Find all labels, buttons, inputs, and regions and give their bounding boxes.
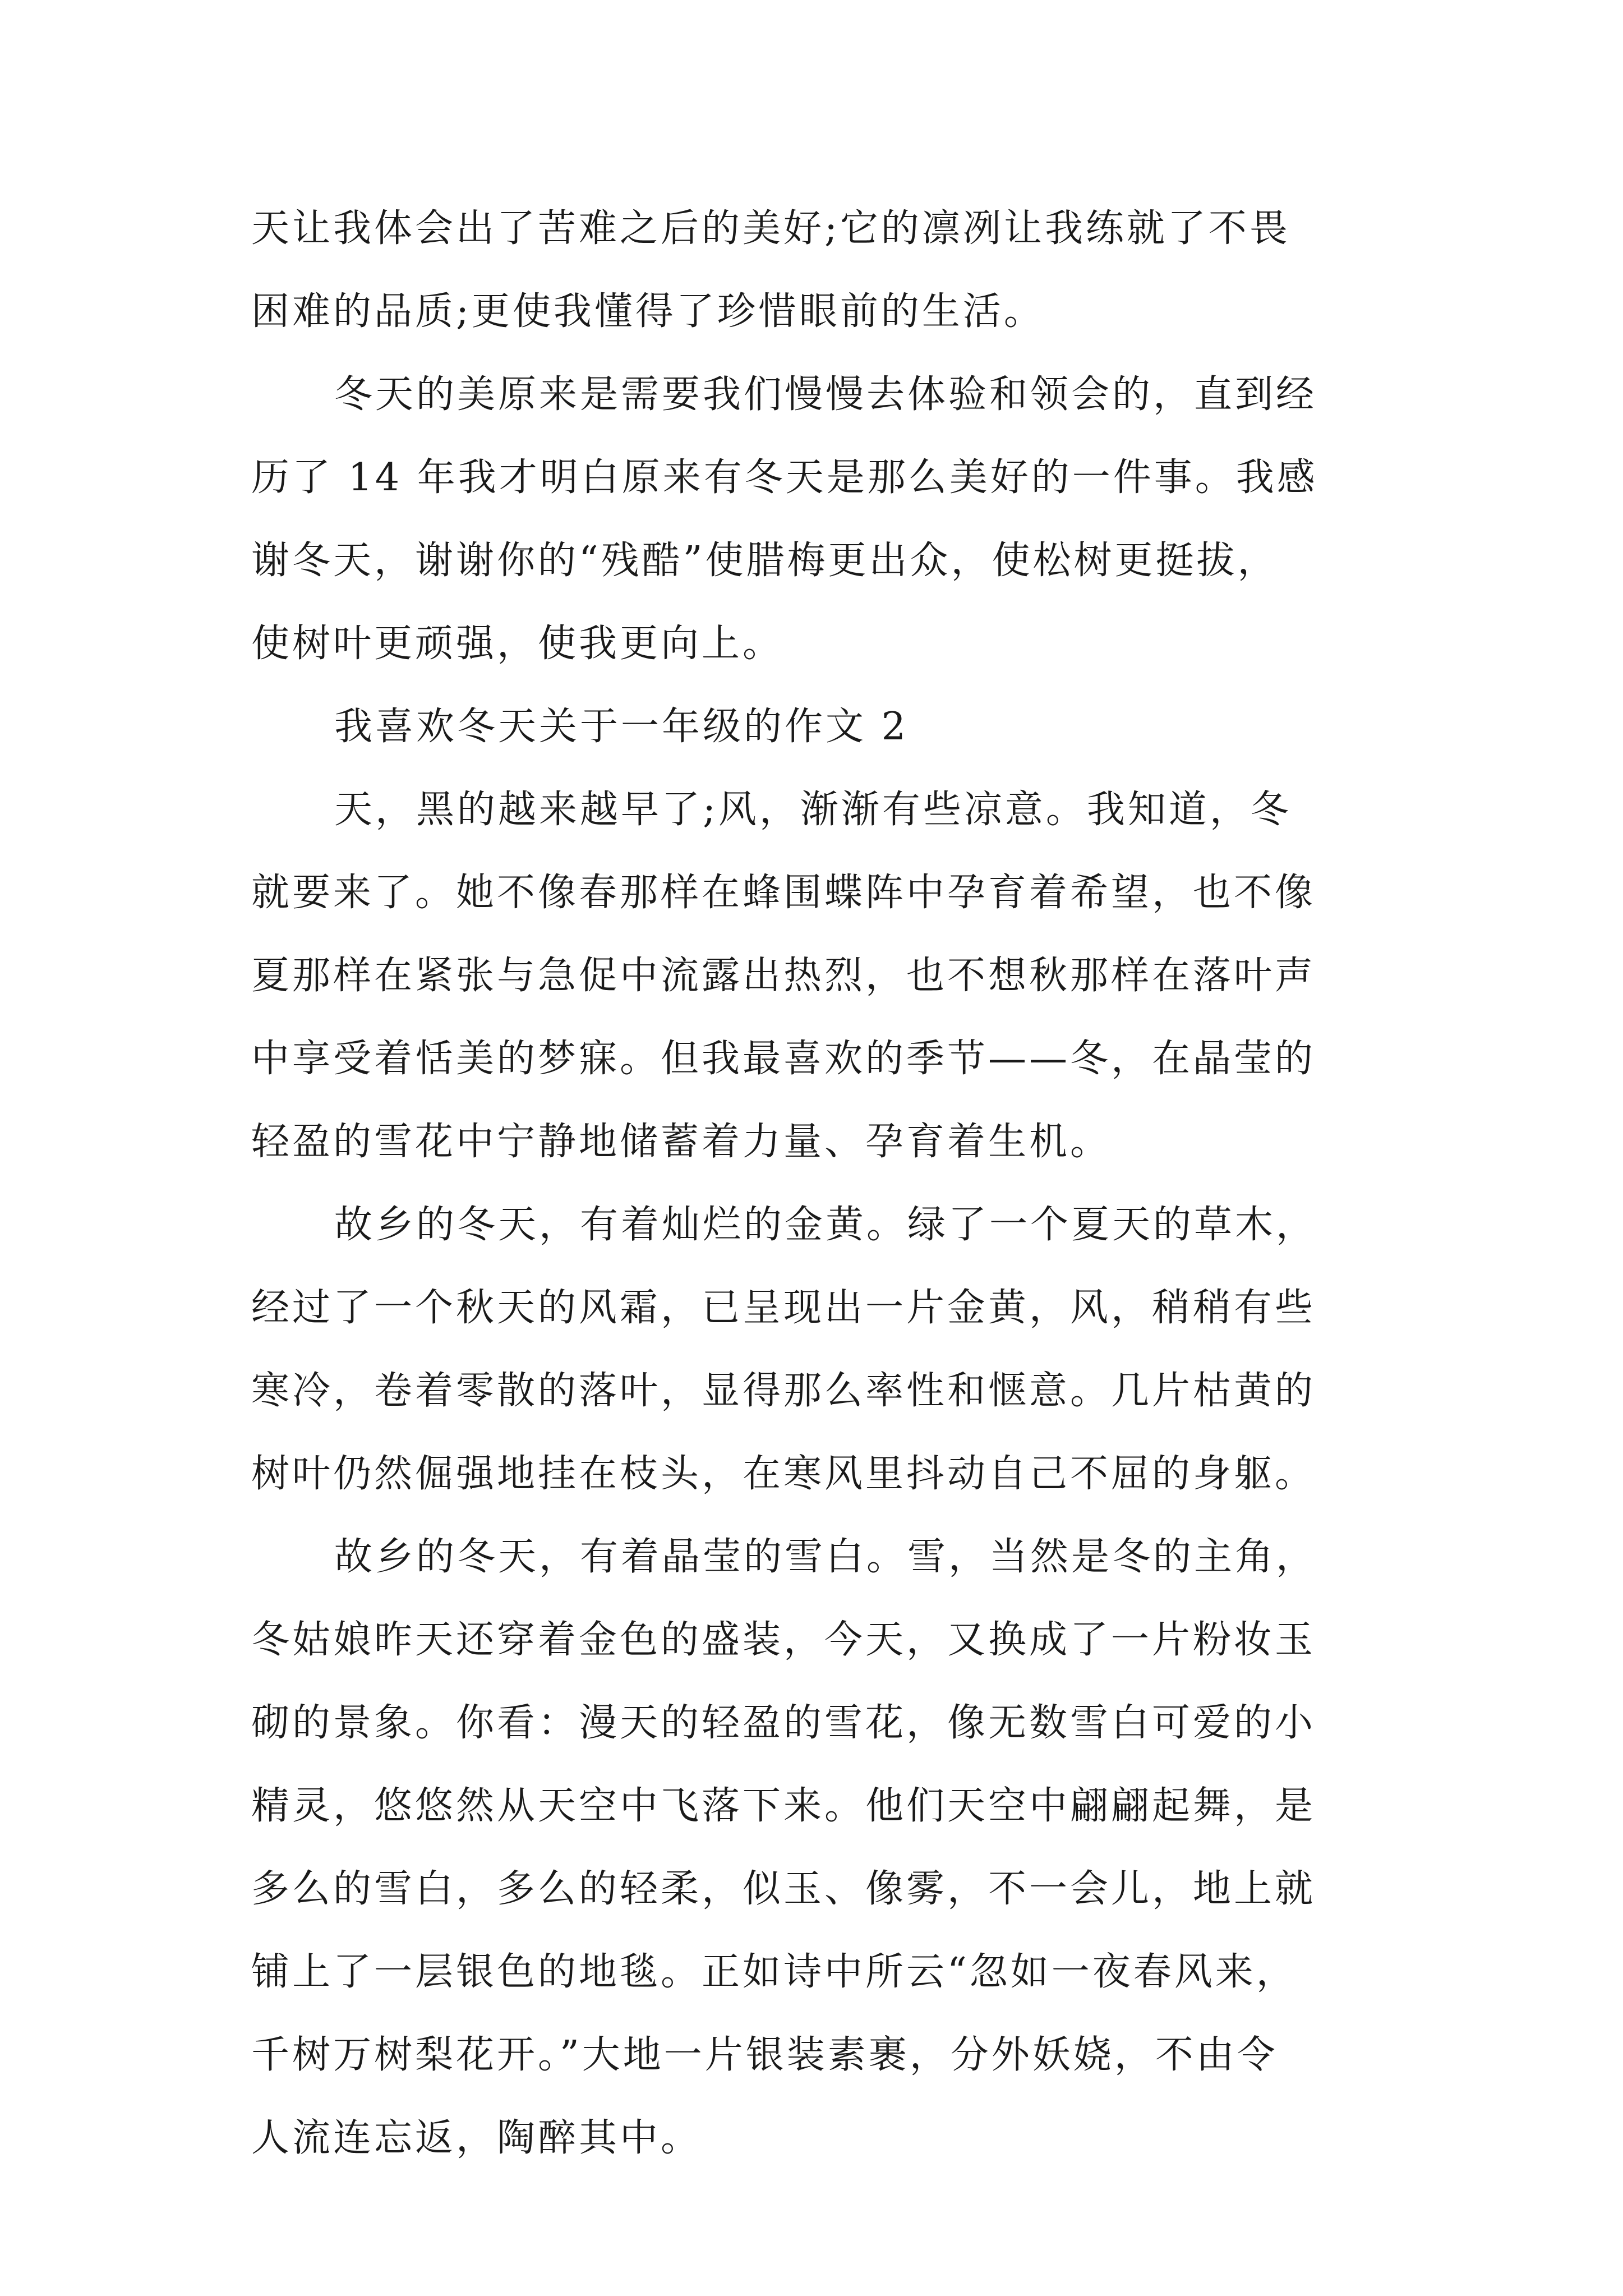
text-line: 困难的品质;更使我懂得了珍惜眼前的生活。 <box>251 289 1045 334</box>
text-line: 寒冷，卷着零散的落叶，显得那么率性和惬意。几片枯黄的 <box>251 1369 1316 1413</box>
text-line: 谢冬天，谢谢你的“残酷”使腊梅更出众，使松树更挺拔， <box>251 539 1279 583</box>
text-line: 故乡的冬天，有着灿烂的金黄。绿了一个夏天的草木， <box>334 1203 1317 1247</box>
text-line: 天，黑的越来越早了;风，渐渐有些凉意。我知道，冬 <box>334 788 1292 832</box>
text-line: 轻盈的雪花中宁静地储蓄着力量、孕育着生机。 <box>251 1120 1112 1164</box>
text-line: 人流连忘返，陶醉其中。 <box>251 2116 702 2160</box>
text-line: 中享受着恬美的梦寐。但我最喜欢的季节——冬，在晶莹的 <box>251 1037 1316 1081</box>
text-line: 铺上了一层银色的地毯。正如诗中所云“忽如一夜春风来， <box>251 1950 1297 1994</box>
text-line: 千树万树梨花开。”大地一片银装素裹，分外妖娆，不由令 <box>251 2033 1278 2077</box>
text-line: 经过了一个秋天的风霜，已呈现出一片金黄，风，稍稍有些 <box>251 1286 1316 1330</box>
text-line: 冬天的美原来是需要我们慢慢去体验和领会的，直到经 <box>334 372 1317 417</box>
text-line: 砌的景象。你看：漫天的轻盈的雪花，像无数雪白可爱的小 <box>251 1701 1316 1745</box>
text-line: 故乡的冬天，有着晶莹的雪白。雪，当然是冬的主角， <box>334 1535 1317 1579</box>
text-line: 精灵，悠悠然从天空中飞落下来。他们天空中翩翩起舞，是 <box>251 1784 1316 1828</box>
section-heading: 我喜欢冬天关于一年级的作文 2 <box>334 705 909 749</box>
text-line: 夏那样在紧张与急促中流露出热烈，也不想秋那样在落叶声 <box>251 954 1316 998</box>
text-line: 冬姑娘昨天还穿着金色的盛装，今天，又换成了一片粉妆玉 <box>251 1618 1316 1662</box>
text-line: 就要来了。她不像春那样在蜂围蝶阵中孕育着希望，也不像 <box>251 871 1316 915</box>
text-line: 树叶仍然倔强地挂在枝头，在寒风里抖动自己不屈的身躯。 <box>251 1452 1316 1496</box>
text-line: 使树叶更顽强，使我更向上。 <box>251 622 784 666</box>
text-line: 历了 14 年我才明白原来有冬天是那么美好的一件事。我感 <box>251 455 1318 500</box>
text-line: 天让我体会出了苦难之后的美好;它的凛冽让我练就了不畏 <box>251 206 1290 251</box>
text-line: 多么的雪白，多么的轻柔，似玉、像雾，不一会儿，地上就 <box>251 1867 1316 1911</box>
